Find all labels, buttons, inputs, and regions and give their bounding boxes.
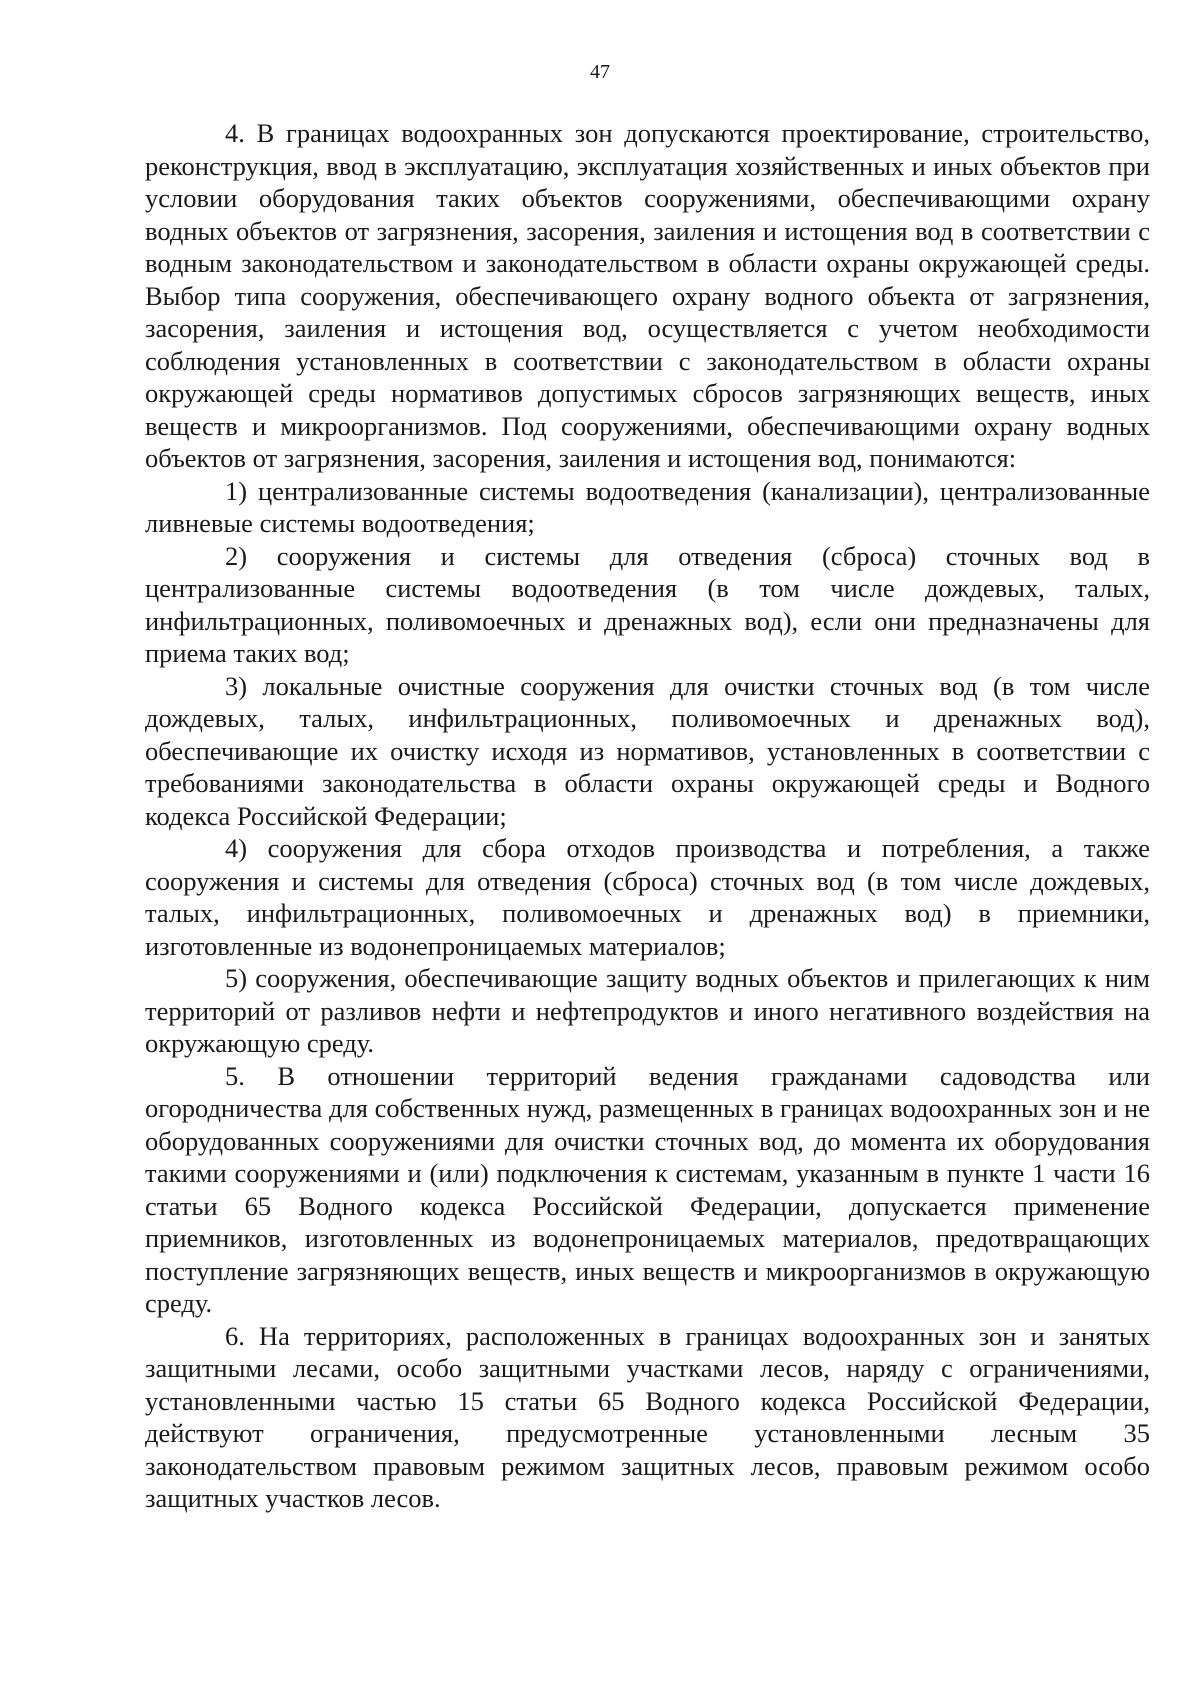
document-body bbox=[145, 117, 1150, 1515]
list-item-1: 1) централизованные системы водоотведения (канализации), централизованные ливневые системы водоотведения; bbox=[145, 475, 1150, 538]
list-item-5: 5) сооружения, обеспечивающие защиту водных объектов и прилегающих к ним территорий от разливов нефти и нефтепродуктов и иного негативного воздействия на окружающую среду. bbox=[145, 963, 1150, 1058]
paragraph-item-6: 6. На территориях, расположенных в границах водоохранных зон и занятых защитными лесами, особо защитными участками лесов, наряду с ограничениями, установленными частью 15 статьи 65 Водного кодекса Российской Федерации, действуют ограничения, предусмотренные установленными лесным 35 законодательством правовым режимом защитных лесов, правовым режимом особо защитных участков лесов. bbox=[145, 1320, 1150, 1513]
list-item-4: 4) сооружения для сбора отходов производства и потребления, а также сооружения и системы для отведения (сброса) сточных вод (в том числе дождевых, талых, инфильтрационных, поливомоечных и дренажных вод) в приемники, изготовленные из водонепроницаемых материалов; bbox=[145, 833, 1150, 961]
paragraph-item-4: 4. В границах водоохранных зон допускаются проектирование, строительство, реконструкция, ввод в эксплуатацию, эксплуатация хозяйственных и иных объектов при условии оборудования таких объектов сооружениями, обеспечивающими охрану водных объектов от загрязнения, засорения, заиления и истощения вод в соответствии с водным законодательством и законодательством в области охраны окружающей среды. Выбор типа сооружения, обеспечивающего охрану водного объекта от загрязнения, засорения, заиления и истощения вод, осуществляется с учетом необходимости соблюдения установленных в соответствии с законодательством в области охраны окружающей среды нормативов допустимых сбросов загрязняющих веществ, иных веществ и микроорганизмов. Под сооружениями, обеспечивающими охрану водных объектов от загрязнения, засорения, заиления и истощения вод, понимаются: bbox=[145, 118, 1150, 473]
page-number: 47 bbox=[590, 61, 610, 83]
list-item-2: 2) сооружения и системы для отведения (сброса) сточных вод в централизованные системы водоотведения (в том числе дождевых, талых, инфильтрационных, поливомоечных и дренажных вод), если они предназначены для приема таких вод; bbox=[145, 540, 1150, 668]
list-item-3: 3) локальные очистные сооружения для очистки сточных вод (в том числе дождевых, талых, инфильтрационных, поливомоечных и дренажных вод), обеспечивающие их очистку исходя из нормативов, установленных в соответствии с требованиями законодательства в области охраны окружающей среды и Водного кодекса Российской Федерации; bbox=[145, 670, 1150, 831]
paragraph-item-5: 5. В отношении территорий ведения гражданами садоводства или огородничества для собственных нужд, размещенных в границах водоохранных зон и не оборудованных сооружениями для очистки сточных вод, до момента их оборудования такими сооружениями и (или) подключения к системам, указанным в пункте 1 части 16 статьи 65 Водного кодекса Российской Федерации, допускается применение приемников, изготовленных из водонепроницаемых материалов, предотвращающих поступление загрязняющих веществ, иных веществ и микроорганизмов в окружающую среду. bbox=[145, 1060, 1150, 1318]
